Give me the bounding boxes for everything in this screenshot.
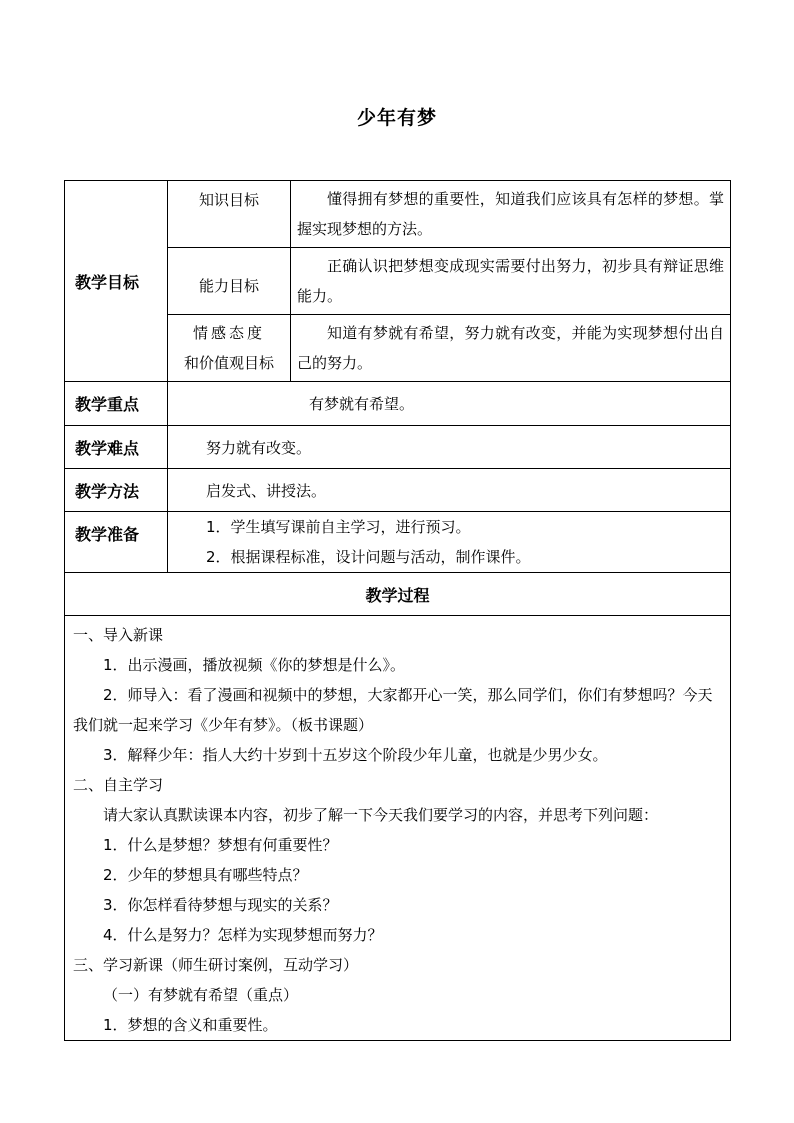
lesson-plan-table	[64, 180, 731, 1041]
page-title: 少年有梦	[356, 107, 437, 129]
difficulty-row	[65, 426, 731, 469]
objectives-header: 教学目标	[65, 181, 168, 382]
process-line: 请大家认真默读课本内容，初步了解一下今天我们要学习的内容，并思考下列问题：	[103, 806, 659, 824]
difficulty-header: 教学难点	[65, 426, 168, 469]
key-point-value: 有梦就有希望。	[309, 395, 415, 413]
key-point-header: 教学重点	[65, 382, 168, 426]
objective-label-emotion	[168, 315, 291, 382]
preparation-row	[65, 512, 731, 573]
key-point-row	[65, 382, 731, 426]
process-line: 3．你怎样看待梦想与现实的关系？	[103, 896, 338, 914]
preparation-item: 1．学生填写课前自主学习，进行预习。	[206, 518, 471, 536]
section-heading: 三、学习新课（师生研讨案例，互动学习）	[73, 956, 359, 974]
process-body-row	[65, 616, 731, 1041]
subsection-heading: （一）有梦就有希望（重点）	[103, 986, 299, 1004]
objective-label-emotion-line2: 和价值观目标	[183, 354, 274, 372]
process-body	[65, 616, 731, 1041]
section-heading: 二、自主学习	[73, 776, 164, 794]
process-line: 3．解释少年：指人大约十岁到十五岁这个阶段少年儿童，也就是少男少女。	[103, 746, 608, 764]
key-point-text	[168, 382, 731, 426]
method-value: 启发式、讲授法。	[206, 481, 327, 500]
difficulty-value: 努力就有改变。	[206, 438, 312, 457]
objective-text-ability: 正确认识把梦想变成现实需要付出努力，初步具有辩证思维能力。	[291, 248, 731, 315]
objective-label-knowledge: 知识目标	[168, 181, 291, 248]
process-line: 1．梦想的含义和重要性。	[103, 1016, 278, 1034]
process-header-row	[65, 573, 731, 616]
objective-text-knowledge: 懂得拥有梦想的重要性，知道我们应该具有怎样的梦想。掌握实现梦想的方法。	[291, 181, 731, 248]
method-text	[168, 469, 731, 512]
process-line: 2．师导入：看了漫画和视频中的梦想，大家都开心一笑，那么同学们，你们有梦想吗？今天我们就一起来学习《少年有梦》。（板书课题）	[73, 686, 713, 734]
process-line: 1．什么是梦想？梦想有何重要性？	[103, 836, 338, 854]
process-line: 2．少年的梦想具有哪些特点？	[103, 866, 308, 884]
method-header: 教学方法	[65, 469, 168, 512]
section-heading: 一、导入新课	[73, 626, 164, 644]
objective-label-ability: 能力目标	[168, 248, 291, 315]
difficulty-text	[168, 426, 731, 469]
method-row	[65, 469, 731, 512]
preparation-item: 2．根据课程标准，设计问题与活动，制作课件。	[206, 548, 531, 566]
process-header: 教学过程	[65, 573, 731, 616]
process-line: 1．出示漫画，播放视频《你的梦想是什么》。	[103, 656, 406, 674]
objective-label-emotion-line1: 情感态度	[192, 324, 265, 342]
process-line: 4．什么是努力？怎样为实现梦想而努力？	[103, 926, 383, 944]
preparation-list	[168, 512, 731, 573]
objective-text-emotion: 知道有梦就有希望，努力就有改变，并能为实现梦想付出自己的努力。	[291, 315, 731, 382]
preparation-header: 教学准备	[65, 512, 168, 573]
objective-row-knowledge	[65, 181, 731, 248]
